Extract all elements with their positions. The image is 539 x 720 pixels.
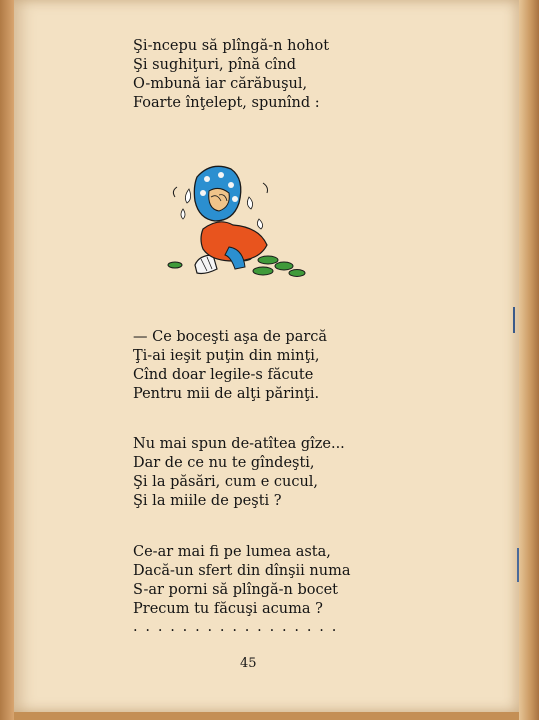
ladybug-crying-icon xyxy=(168,166,305,276)
page-left-edge xyxy=(0,0,14,720)
verse-line: — Ce boceşti aşa de parcă xyxy=(133,329,328,345)
crying-ladybug-illustration xyxy=(163,157,313,287)
stanza-1 xyxy=(133,37,329,113)
verse-line: Ţi-ai ieşit puţin din minţi, xyxy=(133,348,320,364)
stanza-3 xyxy=(133,435,345,511)
page-right-edge xyxy=(519,0,539,720)
verse-line: S-ar porni să plîngă-n bocet xyxy=(133,582,338,598)
verse-line: Şi-ncepu să plîngă-n hohot xyxy=(133,38,330,54)
page-number: 45 xyxy=(240,656,257,671)
stanza-2 xyxy=(133,328,327,404)
verse-line: O-mbună iar cărăbuşul, xyxy=(133,76,308,92)
verse-line: Nu mai spun de-atîtea gîze... xyxy=(133,436,345,452)
verse-line: Dar de ce nu te gîndeşti, xyxy=(133,455,315,471)
page-marker xyxy=(513,307,515,333)
verse-line: Foarte înţelept, spunînd : xyxy=(133,95,320,111)
stanza-4 xyxy=(133,543,351,619)
verse-line: Ce-ar mai fi pe lumea asta, xyxy=(133,544,331,560)
verse-line: Dacă-un sfert din dînşii numa xyxy=(133,563,351,579)
verse-line: Şi sughiţuri, pînă cînd xyxy=(133,57,297,73)
verse-line: Şi la miile de peşti ? xyxy=(133,493,282,509)
verse-line: Precum tu făcuşi acuma ? xyxy=(133,601,323,617)
page-marker xyxy=(517,548,519,582)
verse-line: Pentru mii de alţi părinţi. xyxy=(133,386,320,402)
ellipsis-line: . . . . . . . . . . . . . . . . . xyxy=(133,619,338,635)
verse-line: Cînd doar legile-s făcute xyxy=(133,367,314,383)
verse-line: Şi la păsări, cum e cucul, xyxy=(133,474,319,490)
